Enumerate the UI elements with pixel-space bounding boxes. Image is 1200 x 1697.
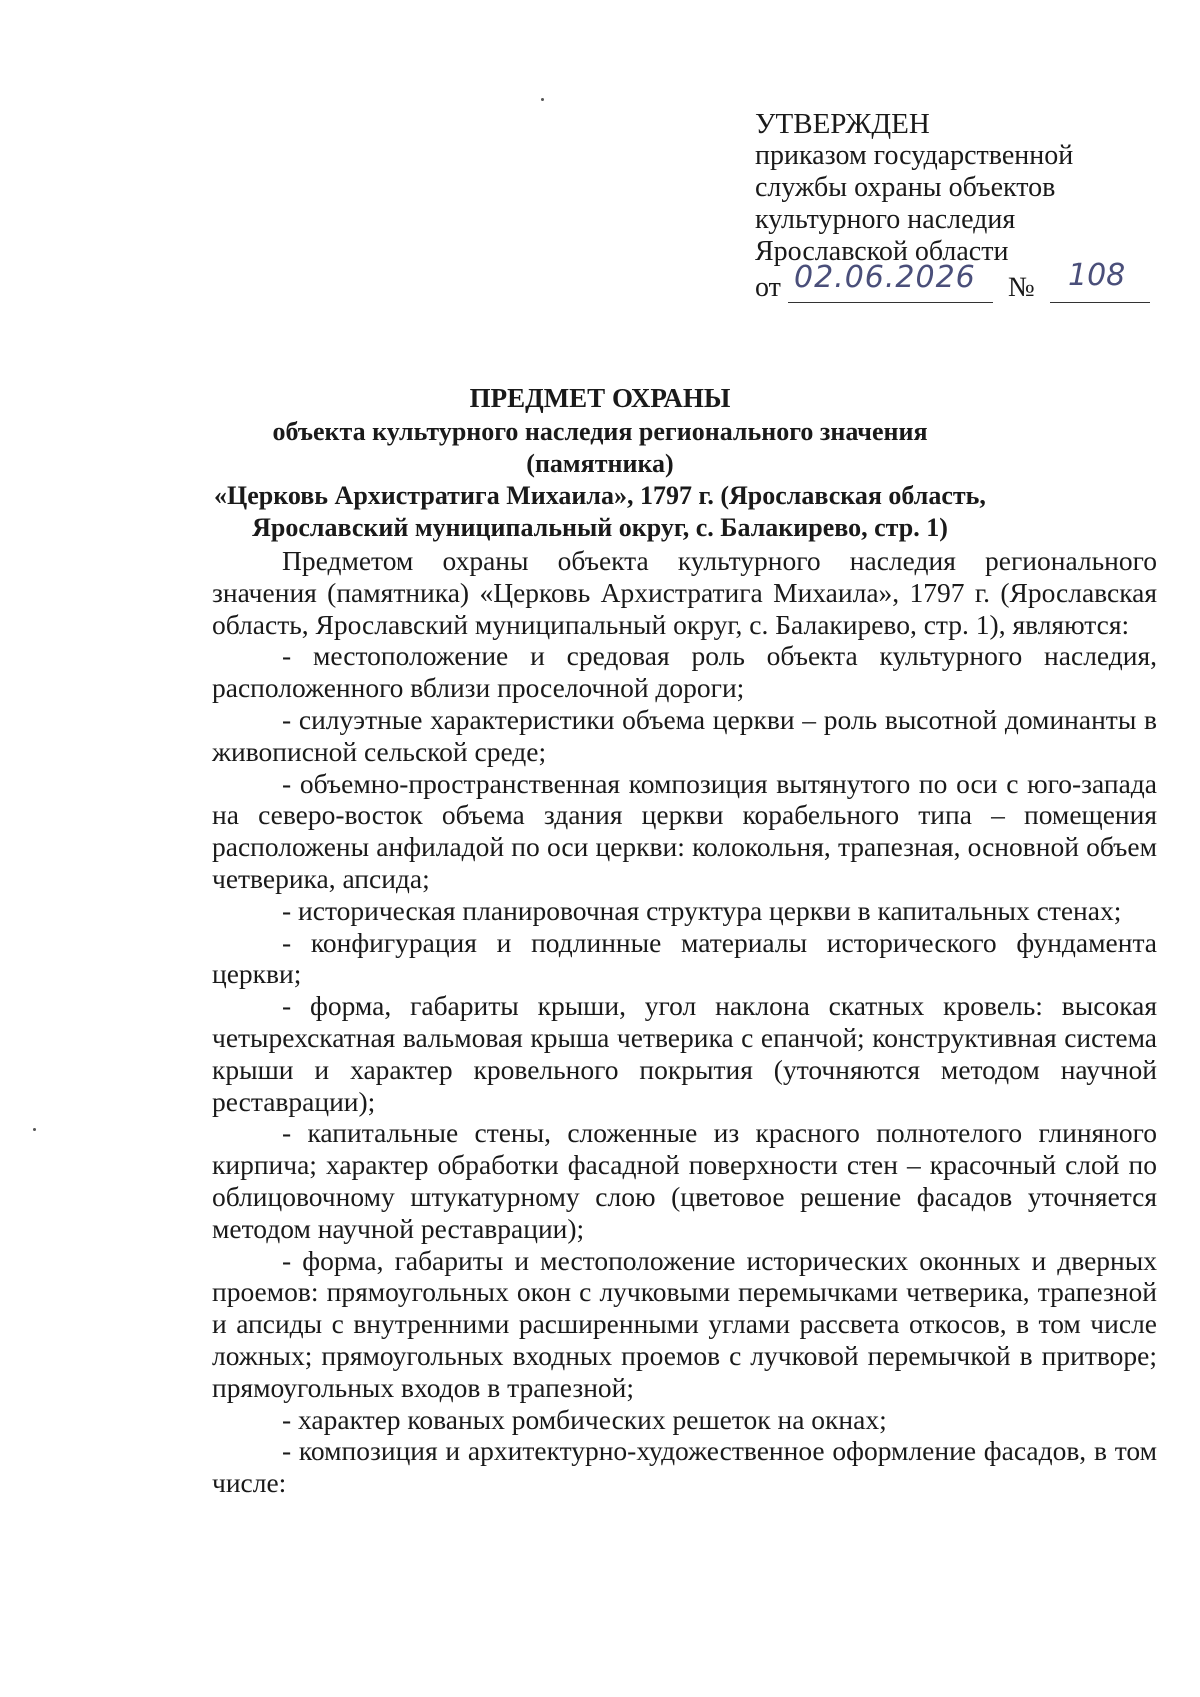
order-date-field [788, 260, 993, 303]
document-subtitle-line: «Церковь Архистратига Михаила», 1797 г. (Ярославская область, [214, 481, 986, 510]
list-item: - местоположение и средовая роль объекта культурного наследия, расположенного вблизи проселочной дороги; [212, 640, 1157, 704]
order-date-number-line [755, 258, 1155, 304]
document-body [212, 545, 1157, 1499]
document-subtitle-line: объекта культурного наследия регионального значения (памятника) [272, 417, 928, 478]
list-item: - форма, габариты и местоположение исторических оконных и дверных проемов: прямоугольных окон с лучковыми перемычками четверика, трапезной и апсиды с внутренними расширенными углами рассвета откосов, в том числе ложных; прямоугольных входных проемов с лучковой перемычкой в притворе; прямоугольных входов в трапезной; [212, 1244, 1157, 1403]
order-number-field [1050, 258, 1150, 303]
intro-paragraph: Предметом охраны объекта культурного наследия регионального значения (памятника) «Церковь Архистратига Михаила», 1797 г. (Ярославская область, Ярославский муниципальный округ, с. Балакирево, стр. 1), являются: [212, 545, 1157, 640]
list-item: - силуэтные характеристики объема церкви – роль высотной доминанты в живописной сельской среде; [212, 703, 1157, 767]
document-title: ПРЕДМЕТ ОХРАНЫ [469, 383, 731, 413]
list-item: - форма, габариты крыши, угол наклона скатных кровель: высокая четырехскатная вальмовая крыша четверика с епанчой; конструктивная система крыши и характер кровельного покрытия (уточняются методом научной реставрации); [212, 990, 1157, 1117]
approval-stamp-block [755, 108, 1155, 304]
list-item: - характер кованых ромбических решеток на окнах; [282, 1403, 887, 1435]
date-label: от [755, 272, 781, 303]
order-number-handwritten: 108 [1068, 258, 1126, 293]
document-subtitle-line: Ярославский муниципальный округ, с. Балакирево, стр. 1) [252, 513, 948, 542]
approval-line: приказом государственной [755, 140, 1074, 171]
document-heading [200, 382, 1000, 544]
scan-speck [541, 98, 544, 101]
approval-line: службы охраны объектов [755, 172, 1056, 203]
list-item: - историческая планировочная структура церкви в капитальных стенах; [282, 894, 1122, 926]
scan-speck [33, 1128, 36, 1131]
list-item: - конфигурация и подлинные материалы исторического фундамента церкви; [212, 926, 1157, 990]
list-item: - композиция и архитектурно-художественное оформление фасадов, в том числе: [212, 1435, 1157, 1499]
order-date-handwritten: 02.06.2026 [794, 260, 976, 295]
approval-line: культурного наследия [755, 204, 1016, 235]
list-item: - объемно-пространственная композиция вытянутого по оси с юго-запада на северо-восток объема здания церкви корабельного типа – помещения расположены анфиладой по оси церкви: колокольня, трапезная, основной объем четверика, апсида; [212, 767, 1157, 894]
number-label: № [1008, 272, 1035, 303]
approval-line: Ярославской области [755, 236, 1009, 267]
list-item: - капитальные стены, сложенные из красного полнотелого глиняного кирпича; характер обработки фасадной поверхности стен – красочный слой по облицовочному штукатурному слою (цветовое решение фасадов уточняется методом научной реставрации); [212, 1117, 1157, 1244]
approval-title: УТВЕРЖДЕН [755, 108, 930, 140]
